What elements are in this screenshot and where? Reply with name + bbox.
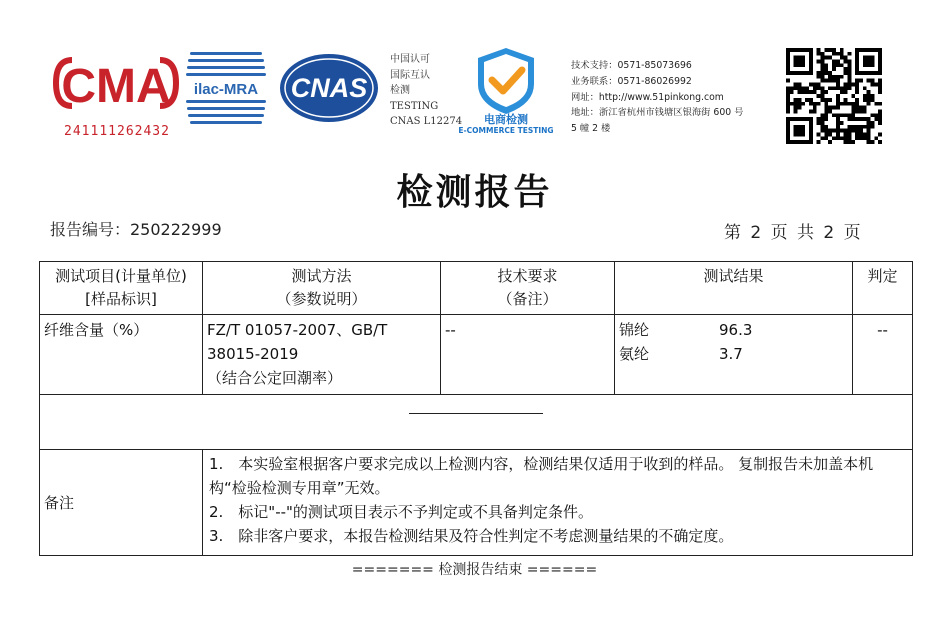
header-test-item [40,262,203,315]
report-title: 检测报告 [396,171,553,213]
contact-info [571,58,743,137]
ecommerce-testing-english: E-COMMERCE TESTING [458,126,554,135]
address-line: 5 幢 2 楼 [571,123,611,135]
row-judgement: -- [853,315,913,395]
header-test-method [203,262,441,315]
row-test-method [203,315,441,395]
cnas-logo-icon [278,52,380,124]
report-header [0,0,949,160]
tech-support-phone: 技术支持：0571-85073696 [571,60,692,71]
separator-line [409,413,543,414]
header-text: （备注） [497,290,558,308]
method-line: FZ/T 01057-2007、GB/T [207,321,388,339]
row-requirement: -- [441,315,615,395]
header-text: （参数说明） [276,290,367,308]
cma-number: 241111262432 [64,124,170,139]
svg-text:ilac-MRA: ilac-MRA [193,81,259,98]
notes-content [203,450,913,556]
separator-cell [40,395,913,450]
header-text: 判定 [867,267,898,285]
business-phone: 业务联系：0571-86026992 [571,75,692,87]
header-text: 测试方法 [291,267,352,285]
fiber-name: 锦纶 [619,321,650,339]
svg-text:CMA: CMA [61,60,171,113]
report-number: 报告编号：250222999 [50,220,222,239]
method-line: 38015-2019 [207,345,299,363]
header-text: 测试结果 [703,267,764,285]
method-line: （结合公定回潮率） [207,369,343,387]
page-info: 第 2 页 共 2 页 [724,223,861,243]
cnas-text-line: CNAS L12274 [390,116,463,127]
qr-code-icon [786,48,882,144]
test-results-table [39,261,913,556]
website: 网址：http://www.51pinkong.com [571,91,724,103]
result-item [619,342,848,366]
cnas-text-line: TESTING [390,100,439,112]
ilac-mra-logo-icon [184,46,268,130]
report-end-line: ======= 检测报告结束 ====== [351,562,598,578]
header-result [615,262,853,315]
note-item: 1. 本实验室根据客户要求完成以上检测内容，检测结果仅适用于收到的样品。 复制报告未加盖本机构“检验检测专用章”无效。 [209,455,874,497]
fiber-value: 96.3 [719,321,753,339]
svg-text:CNAS: CNAS [290,73,368,103]
row-test-item: 纤维含量（%） [40,315,203,395]
note-item: 3. 除非客户要求，本报告检测结果及符合性判定不考虑测量结果的不确定度。 [209,527,734,545]
fiber-name: 氨纶 [619,345,650,363]
ecommerce-testing-name: 电商检测 [484,113,528,126]
fiber-value: 3.7 [719,345,743,363]
row-results [615,315,853,395]
cnas-text-line: 中国认可 [390,54,430,65]
table-row [40,315,913,395]
header-judgement [853,262,913,315]
notes-label: 备注 [40,450,203,556]
table-header-row [40,262,913,315]
header-text: 测试项目(计量单位) [55,267,187,285]
result-item [619,318,848,342]
blank-separator-row [40,395,913,450]
notes-row [40,450,913,556]
cnas-text-line: 检测 [390,85,410,96]
address-line: 地址：浙江省杭州市钱塘区银海街 600 号 [571,107,744,119]
cnas-text-line: 国际互认 [390,69,430,81]
header-text: 技术要求 [497,267,558,285]
cnas-accreditation-text [390,52,462,130]
cma-logo-icon [52,52,180,114]
header-text: [样品标识] [85,290,157,308]
header-requirement [441,262,615,315]
note-item: 2. 标记"--"的测试项目表示不予判定或不具备判定条件。 [209,503,593,521]
